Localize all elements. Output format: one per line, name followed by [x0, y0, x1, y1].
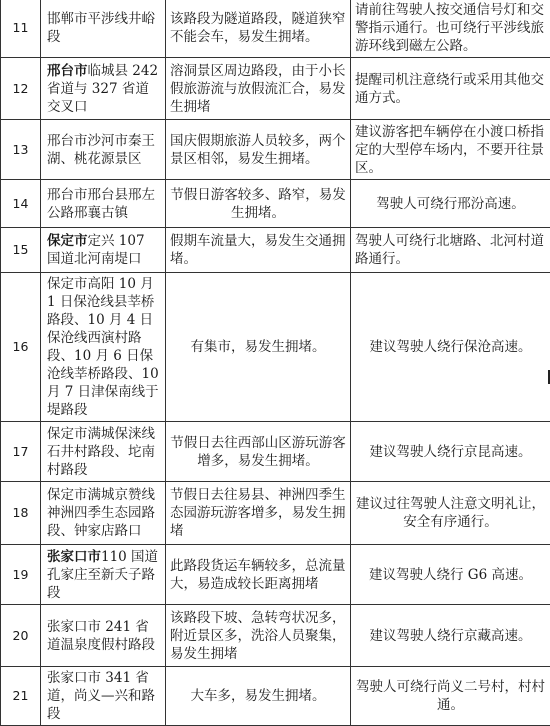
location-text: 邢台市沙河市秦王湖、桃花源景区 [47, 133, 155, 167]
table-row [1, 0, 550, 58]
row-number: 18 [1, 482, 41, 545]
location-cell [41, 273, 166, 422]
table-row [1, 273, 550, 422]
condition-cell: 假期车流量大，易发生交通拥堵。 [166, 228, 351, 273]
city-name: 邢台市 [47, 63, 88, 79]
advice-cell: 建议过往驾驶人注意文明礼让，安全有序通行。 [351, 482, 550, 545]
location-text: 临城县 242 省道与 327 省道交叉口 [47, 63, 158, 115]
table-row [1, 667, 550, 726]
advice-cell: 建议驾驶人绕行京藏高速。 [351, 605, 550, 667]
location-text: 保定市满城京赞线神洲四季生态园路段、钟家店路口 [47, 487, 155, 539]
advice-cell: 建议驾驶人绕行 G6 高速。 [351, 545, 550, 605]
table-row [1, 605, 550, 667]
condition-cell: 溶洞景区周边路段，由于小长假旅游流与放假流汇合，易发生拥堵 [166, 58, 351, 120]
advice-cell: 建议驾驶人绕行保沧高速。 [351, 273, 550, 422]
condition-cell: 该路段为隧道路段，隧道狭窄不能会车，易发生拥堵。 [166, 0, 351, 58]
table-row [1, 482, 550, 545]
row-number: 14 [1, 180, 41, 228]
location-cell [41, 545, 166, 605]
advice-cell: 建议游客把车辆停在小渡口桥指定的大型停车场内，不要开往景区。 [351, 120, 550, 180]
advice-cell: 驾驶人可绕行邢汾高速。 [351, 180, 550, 228]
location-text: 邢台市邢台县邢左公路邢襄古镇 [47, 187, 155, 221]
condition-cell: 有集市，易发生拥堵。 [166, 273, 351, 422]
city-name: 张家口市 [47, 549, 101, 565]
row-number: 15 [1, 228, 41, 273]
table-row [1, 180, 550, 228]
row-number: 13 [1, 120, 41, 180]
location-text: 保定市满城保涞线石井村路段、坨南村路段 [47, 426, 155, 478]
location-text: 邯郸市平涉线井峪段 [47, 11, 155, 45]
condition-cell: 节假日去往西部山区游玩游客增多，易发生拥堵。 [166, 422, 351, 482]
city-name: 保定市 [47, 233, 88, 249]
location-cell [41, 228, 166, 273]
location-text: 定兴 107 国道北河南堤口 [47, 233, 145, 267]
table-row [1, 422, 550, 482]
location-cell [41, 605, 166, 667]
condition-cell: 该路段下坡、急转弯状况多，附近景区多，洗浴人员聚集，易发生拥堵 [166, 605, 351, 667]
location-text: 张家口市 341 省道，尚义—兴和路段 [47, 670, 155, 722]
table-row [1, 120, 550, 180]
advice-cell: 驾驶人可绕行北塘路、北河村道路通行。 [351, 228, 550, 273]
location-cell [41, 482, 166, 545]
location-cell [41, 422, 166, 482]
row-number: 12 [1, 58, 41, 120]
advice-cell: 建议驾驶人绕行京昆高速。 [351, 422, 550, 482]
advice-cell: 驾驶人可绕行尚义二号村，村村通。 [351, 667, 550, 726]
row-number: 16 [1, 273, 41, 422]
condition-cell: 此路段货运车辆较多，总流量大，易造成较长距离拥堵 [166, 545, 351, 605]
row-number: 20 [1, 605, 41, 667]
location-cell [41, 180, 166, 228]
location-cell [41, 120, 166, 180]
location-cell [41, 58, 166, 120]
condition-cell: 节假日去往易县、神洲四季生态园游玩游客增多，易发生拥堵 [166, 482, 351, 545]
row-number: 17 [1, 422, 41, 482]
table-row [1, 58, 550, 120]
location-cell [41, 0, 166, 58]
advice-cell: 请前往驾驶人按交通信号灯和交警指示通行。也可绕行平涉线旅游环线到磁左公路。 [351, 0, 550, 58]
condition-cell: 大车多，易发生拥堵。 [166, 667, 351, 726]
row-number: 11 [1, 0, 41, 58]
location-text: 张家口市 241 省道温泉度假村路段 [47, 619, 155, 653]
row-number: 21 [1, 667, 41, 726]
condition-cell: 国庆假期旅游人员较多，两个景区相邻，易发生拥堵。 [166, 120, 351, 180]
location-cell [41, 667, 166, 726]
location-text: 保定市高阳 10 月 1 日保沧线县莘桥路段、10 月 4 日保沧线西演村路段、10 月 6 日保沧线莘桥路段、10 月 7 日津保南线于堤路段 [47, 276, 159, 418]
row-number: 19 [1, 545, 41, 605]
condition-cell: 节假日游客较多、路窄，易发生拥堵。 [166, 180, 351, 228]
location-text: 110 国道孔家庄至新夭子路段 [47, 549, 158, 601]
table-row [1, 228, 550, 273]
advice-cell: 提醒司机注意绕行或采用其他交通方式。 [351, 58, 550, 120]
table-row [1, 545, 550, 605]
